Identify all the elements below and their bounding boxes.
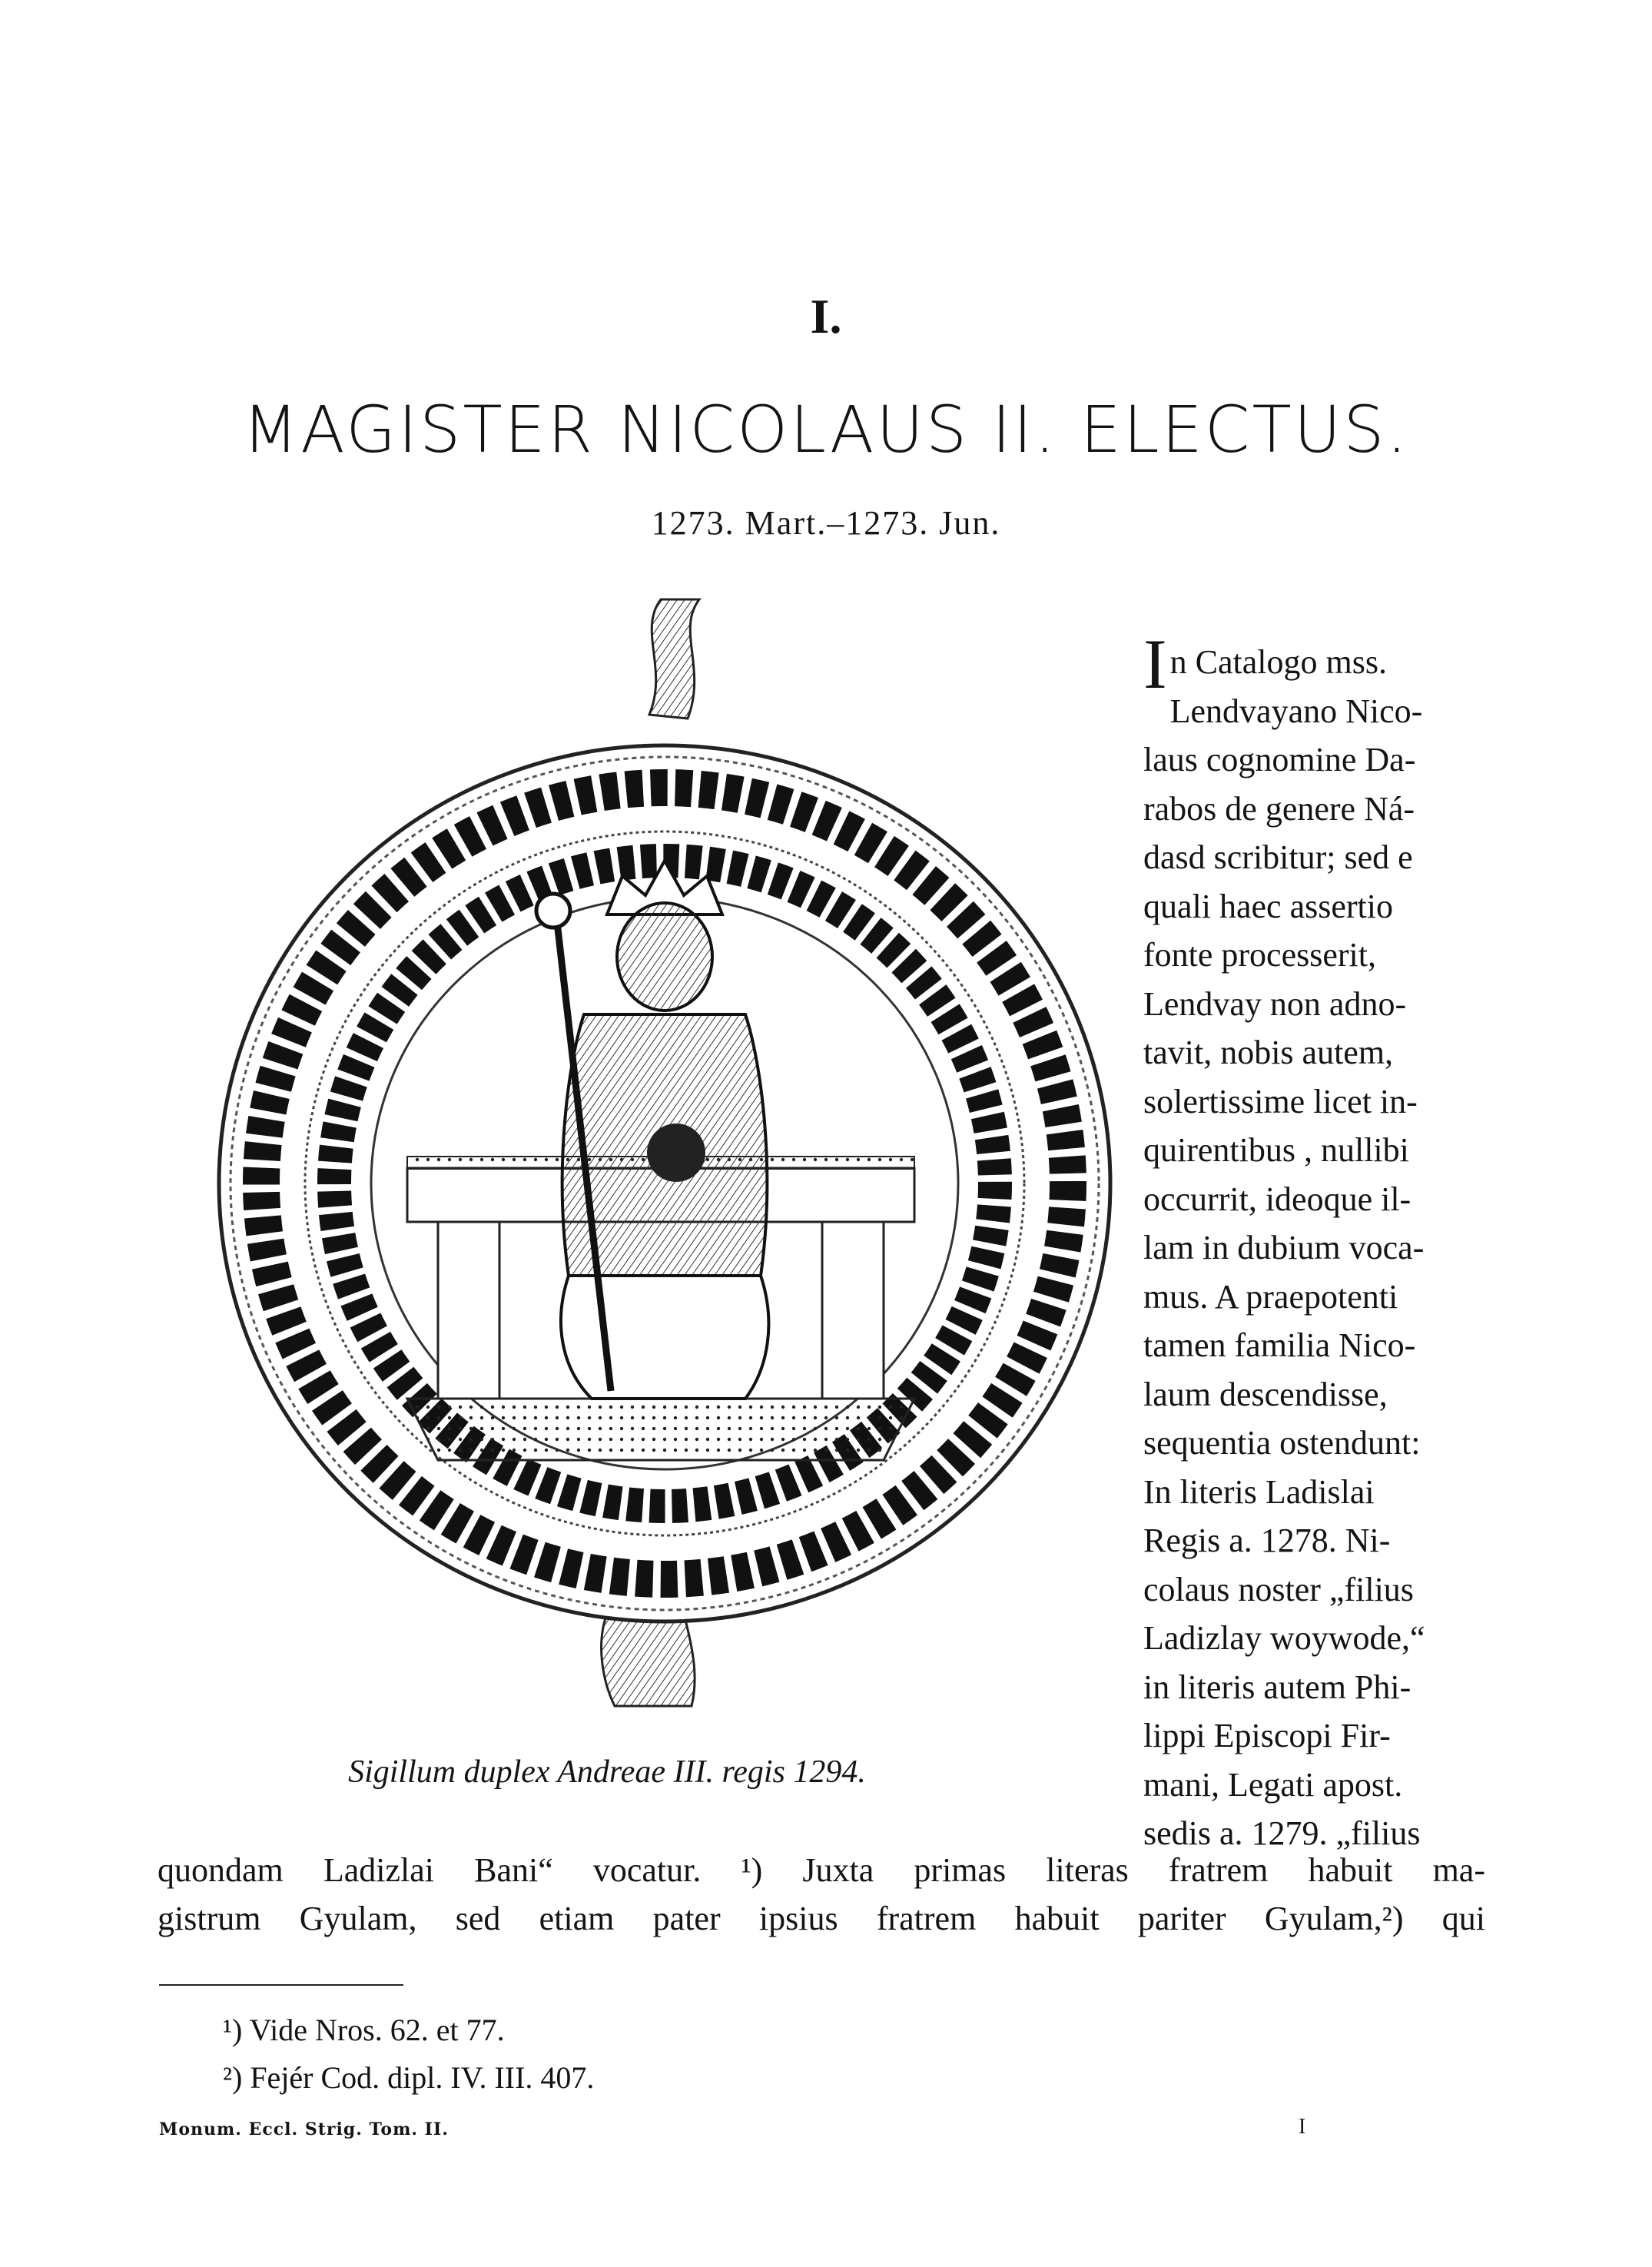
side-line: lippi Episcopi Fir- bbox=[1143, 1717, 1391, 1754]
side-line: quali haec assertio bbox=[1143, 887, 1393, 925]
side-line: occurrit, ideoque il- bbox=[1143, 1180, 1411, 1218]
side-line: tamen familia Nico- bbox=[1143, 1326, 1416, 1364]
body-full-width bbox=[158, 1846, 1485, 1943]
side-line: Regis a. 1278. Ni- bbox=[1143, 1522, 1391, 1559]
chapter-dates: 1273. Mart.–1273. Jun. bbox=[651, 504, 1001, 542]
side-line: mus. A praepotenti bbox=[1143, 1277, 1398, 1316]
seal-cord-bottom bbox=[602, 1614, 695, 1706]
side-column-text bbox=[1143, 625, 1485, 1858]
footer-signature: Monum. Eccl. Strig. Tom. II. bbox=[159, 2119, 449, 2139]
side-line: Ladizlay woywode,“ bbox=[1143, 1619, 1425, 1657]
footnote-mark: ¹) bbox=[223, 2013, 243, 2047]
side-line: in literis autem Phi- bbox=[1143, 1668, 1411, 1706]
side-line: n Catalogo mss. bbox=[1169, 643, 1387, 681]
chapter-title: MAGISTER NICOLAUS II. ELECTUS. bbox=[242, 392, 1410, 467]
side-line: rabos de genere Ná- bbox=[1143, 789, 1415, 828]
chapter-numeral: I. bbox=[810, 289, 842, 344]
footnote-text: Vide Nros. 62. et 77. bbox=[249, 2013, 505, 2047]
footnote-mark: ²) bbox=[223, 2060, 243, 2095]
side-line: Lendvay non adno- bbox=[1143, 984, 1407, 1023]
page-number: I bbox=[1299, 2115, 1306, 2139]
side-line: laus cognomine Da- bbox=[1143, 741, 1416, 778]
body-line: quondam Ladizlai Bani“ vocatur. ¹) Juxta primas literas fratrem habuit ma- bbox=[158, 1851, 1485, 1889]
throne-base bbox=[407, 1399, 914, 1460]
side-line: fonte processerit, bbox=[1143, 936, 1376, 974]
drop-cap: I bbox=[1143, 625, 1167, 703]
side-line: mani, Legati apost. bbox=[1143, 1765, 1403, 1804]
figure-caption: Sigillum duplex Andreae III. regis 1294. bbox=[348, 1754, 866, 1790]
footnote-2 bbox=[223, 2060, 594, 2096]
side-line: solertissime licet in- bbox=[1143, 1082, 1418, 1120]
side-line: sedis a. 1279. „filius bbox=[1143, 1814, 1421, 1852]
footnote-rule bbox=[159, 1984, 403, 1986]
side-line: quirentibus , nullibi bbox=[1143, 1131, 1409, 1169]
side-line: tavit, nobis autem, bbox=[1143, 1034, 1394, 1071]
side-line: dasd scribitur; sed e bbox=[1143, 838, 1413, 876]
orb bbox=[647, 1124, 705, 1182]
seal-cord-top bbox=[649, 599, 699, 719]
king-head bbox=[617, 903, 712, 1011]
side-line: In literis Ladislai bbox=[1143, 1472, 1375, 1511]
footnote-text: Fejér Cod. dipl. IV. III. 407. bbox=[250, 2060, 595, 2095]
side-line: laum descendisse, bbox=[1143, 1375, 1388, 1413]
side-line: lam in dubium voca- bbox=[1143, 1229, 1425, 1266]
side-line: colaus noster „filius bbox=[1143, 1570, 1414, 1608]
body-line: gistrum Gyulam, sed etiam pater ipsius fratrem habuit pariter Gyulam,²) qui bbox=[158, 1900, 1485, 1937]
side-line: sequentia ostendunt: bbox=[1143, 1424, 1421, 1462]
seal-illustration bbox=[207, 584, 1122, 1760]
footnote-1 bbox=[223, 2012, 505, 2048]
side-line: Lendvayano Nico- bbox=[1169, 692, 1423, 730]
